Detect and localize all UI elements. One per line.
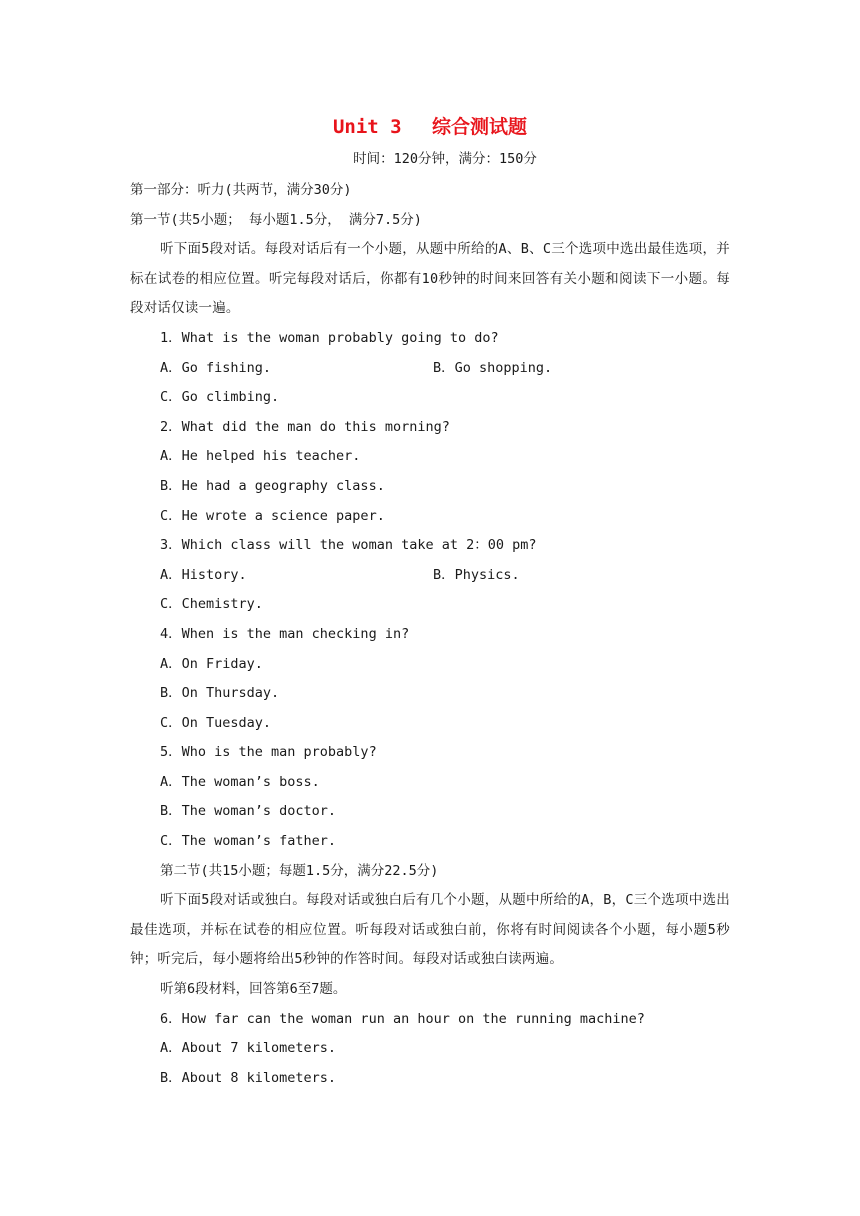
material-note: 听第6段材料，回答第6至7题。 (160, 981, 347, 998)
option-b: B．Physics. (433, 566, 520, 583)
option-b: B．He had a geography class. (160, 477, 385, 494)
option-row (130, 561, 730, 591)
option-a: A．About 7 kilometers. (160, 1040, 337, 1057)
exam-content (130, 176, 730, 1093)
option-b: B．About 8 kilometers. (160, 1069, 337, 1086)
option-b: B．The woman’s doctor. (160, 803, 337, 820)
question-stem: 1．What is the woman probably going to do? (160, 329, 499, 346)
section1-heading: 第一节(共5小题； 每小题1.5分， 满分7.5分) (130, 211, 422, 228)
question-stem: 2．What did the man do this morning? (160, 418, 450, 435)
section1-instructions: 听下面5段对话。每段对话后有一个小题，从题中所给的A、B、C三个选项中选出最佳选项，并标在试卷的相应位置。听完每段对话后，你都有10秒钟的时间来回答有关小题和阅读下一小题。每段对话仅读一遍。 (130, 241, 731, 317)
question-stem: 4．When is the man checking in? (160, 625, 410, 642)
option-a: A．The woman’s boss. (160, 773, 320, 790)
option-b: B．Go shopping. (433, 359, 553, 376)
page-title: Unit 3 综合测试题 (332, 116, 528, 138)
option-row (130, 354, 730, 384)
question-stem: 3．Which class will the woman take at 2：00 pm? (160, 537, 537, 554)
part1-heading: 第一部分：听力(共两节，满分30分) (130, 182, 352, 198)
option-a: A．On Friday. (160, 655, 263, 672)
option-c: C．He wrote a science paper. (160, 507, 385, 524)
section2-instructions: 听下面5段对话或独白。每段对话或独白后有几个小题，从题中所给的A，B，C三个选项中选出最佳选项，并标在试卷的相应位置。听每段对话或独白前，你将有时间阅读各个小题，每小题5秒钟；听完后，每小题将给出5秒钟的作答时间。每段对话或独白读两遍。 (130, 892, 730, 968)
option-c: C．On Tuesday. (160, 714, 272, 731)
option-a: A．History. (160, 566, 247, 583)
question-stem: 5．Who is the man probably? (160, 744, 377, 761)
option-c: C．The woman’s father. (160, 833, 337, 850)
option-a: A．He helped his teacher. (160, 448, 361, 465)
question-stem: 6．How far can the woman run an hour on the running machine? (160, 1010, 645, 1027)
option-c: C．Go climbing. (160, 389, 280, 406)
option-b: B．On Thursday. (160, 685, 280, 702)
option-a: A．Go fishing. (160, 359, 272, 376)
option-c: C．Chemistry. (160, 596, 263, 613)
exam-meta: 时间：120分钟，满分：150分 (353, 151, 537, 167)
section2-heading: 第二节(共15小题；每题1.5分，满分22.5分) (160, 862, 439, 879)
